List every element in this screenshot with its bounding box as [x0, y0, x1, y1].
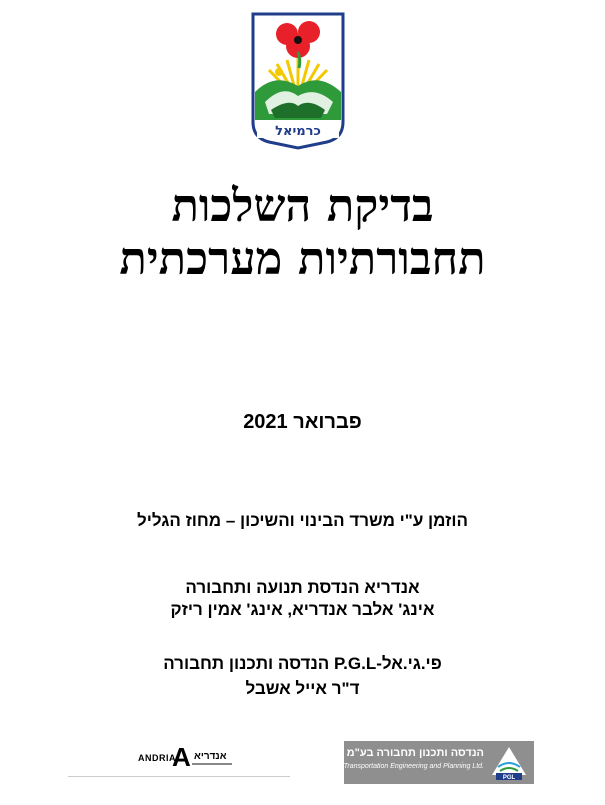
pgl-mark-icon — [490, 745, 528, 781]
pgl-logo-hebrew: הנדסה ותכנון תחבורה בע"מ — [346, 747, 484, 759]
andria-company-name: אנדריא הנדסת תנועה ותחבורה — [185, 578, 420, 597]
commissioned-by-text: הוזמן ע"י משרד הבינוי והשיכון – מחוז הגליל — [136, 511, 469, 530]
page-title-line-2: תחבורתיות מערכתית — [119, 232, 486, 285]
andria-logo-hebrew: אנדריא — [194, 751, 227, 762]
pgl-engineer: ד"ר אייל אשבל — [245, 679, 360, 698]
emblem-text: כרמיאל — [275, 124, 321, 139]
pgl-logo-english: Transportation Engineering and Planning Ltd. — [343, 763, 484, 770]
pgl-logo — [344, 741, 534, 784]
andria-logo-word: ANDRIA — [138, 753, 176, 763]
andria-logo — [138, 744, 234, 772]
page-title-line-1: בדיקת השלכות — [171, 179, 434, 232]
pgl-company-name: פי.גי.אל-P.G.L הנדסה ותכנון תחבורה — [163, 654, 442, 673]
andria-logo-underline — [192, 763, 232, 765]
footer-divider — [68, 776, 290, 777]
document-date: פברואר 2021 — [243, 411, 362, 433]
karmiel-emblem-icon — [249, 10, 347, 150]
pgl-mark-text: PGL — [502, 775, 516, 781]
andria-logo-letter: A — [172, 742, 191, 772]
andria-engineers: אינג' אלבר אנדריא, אינג' אמין ריזק — [170, 600, 435, 619]
